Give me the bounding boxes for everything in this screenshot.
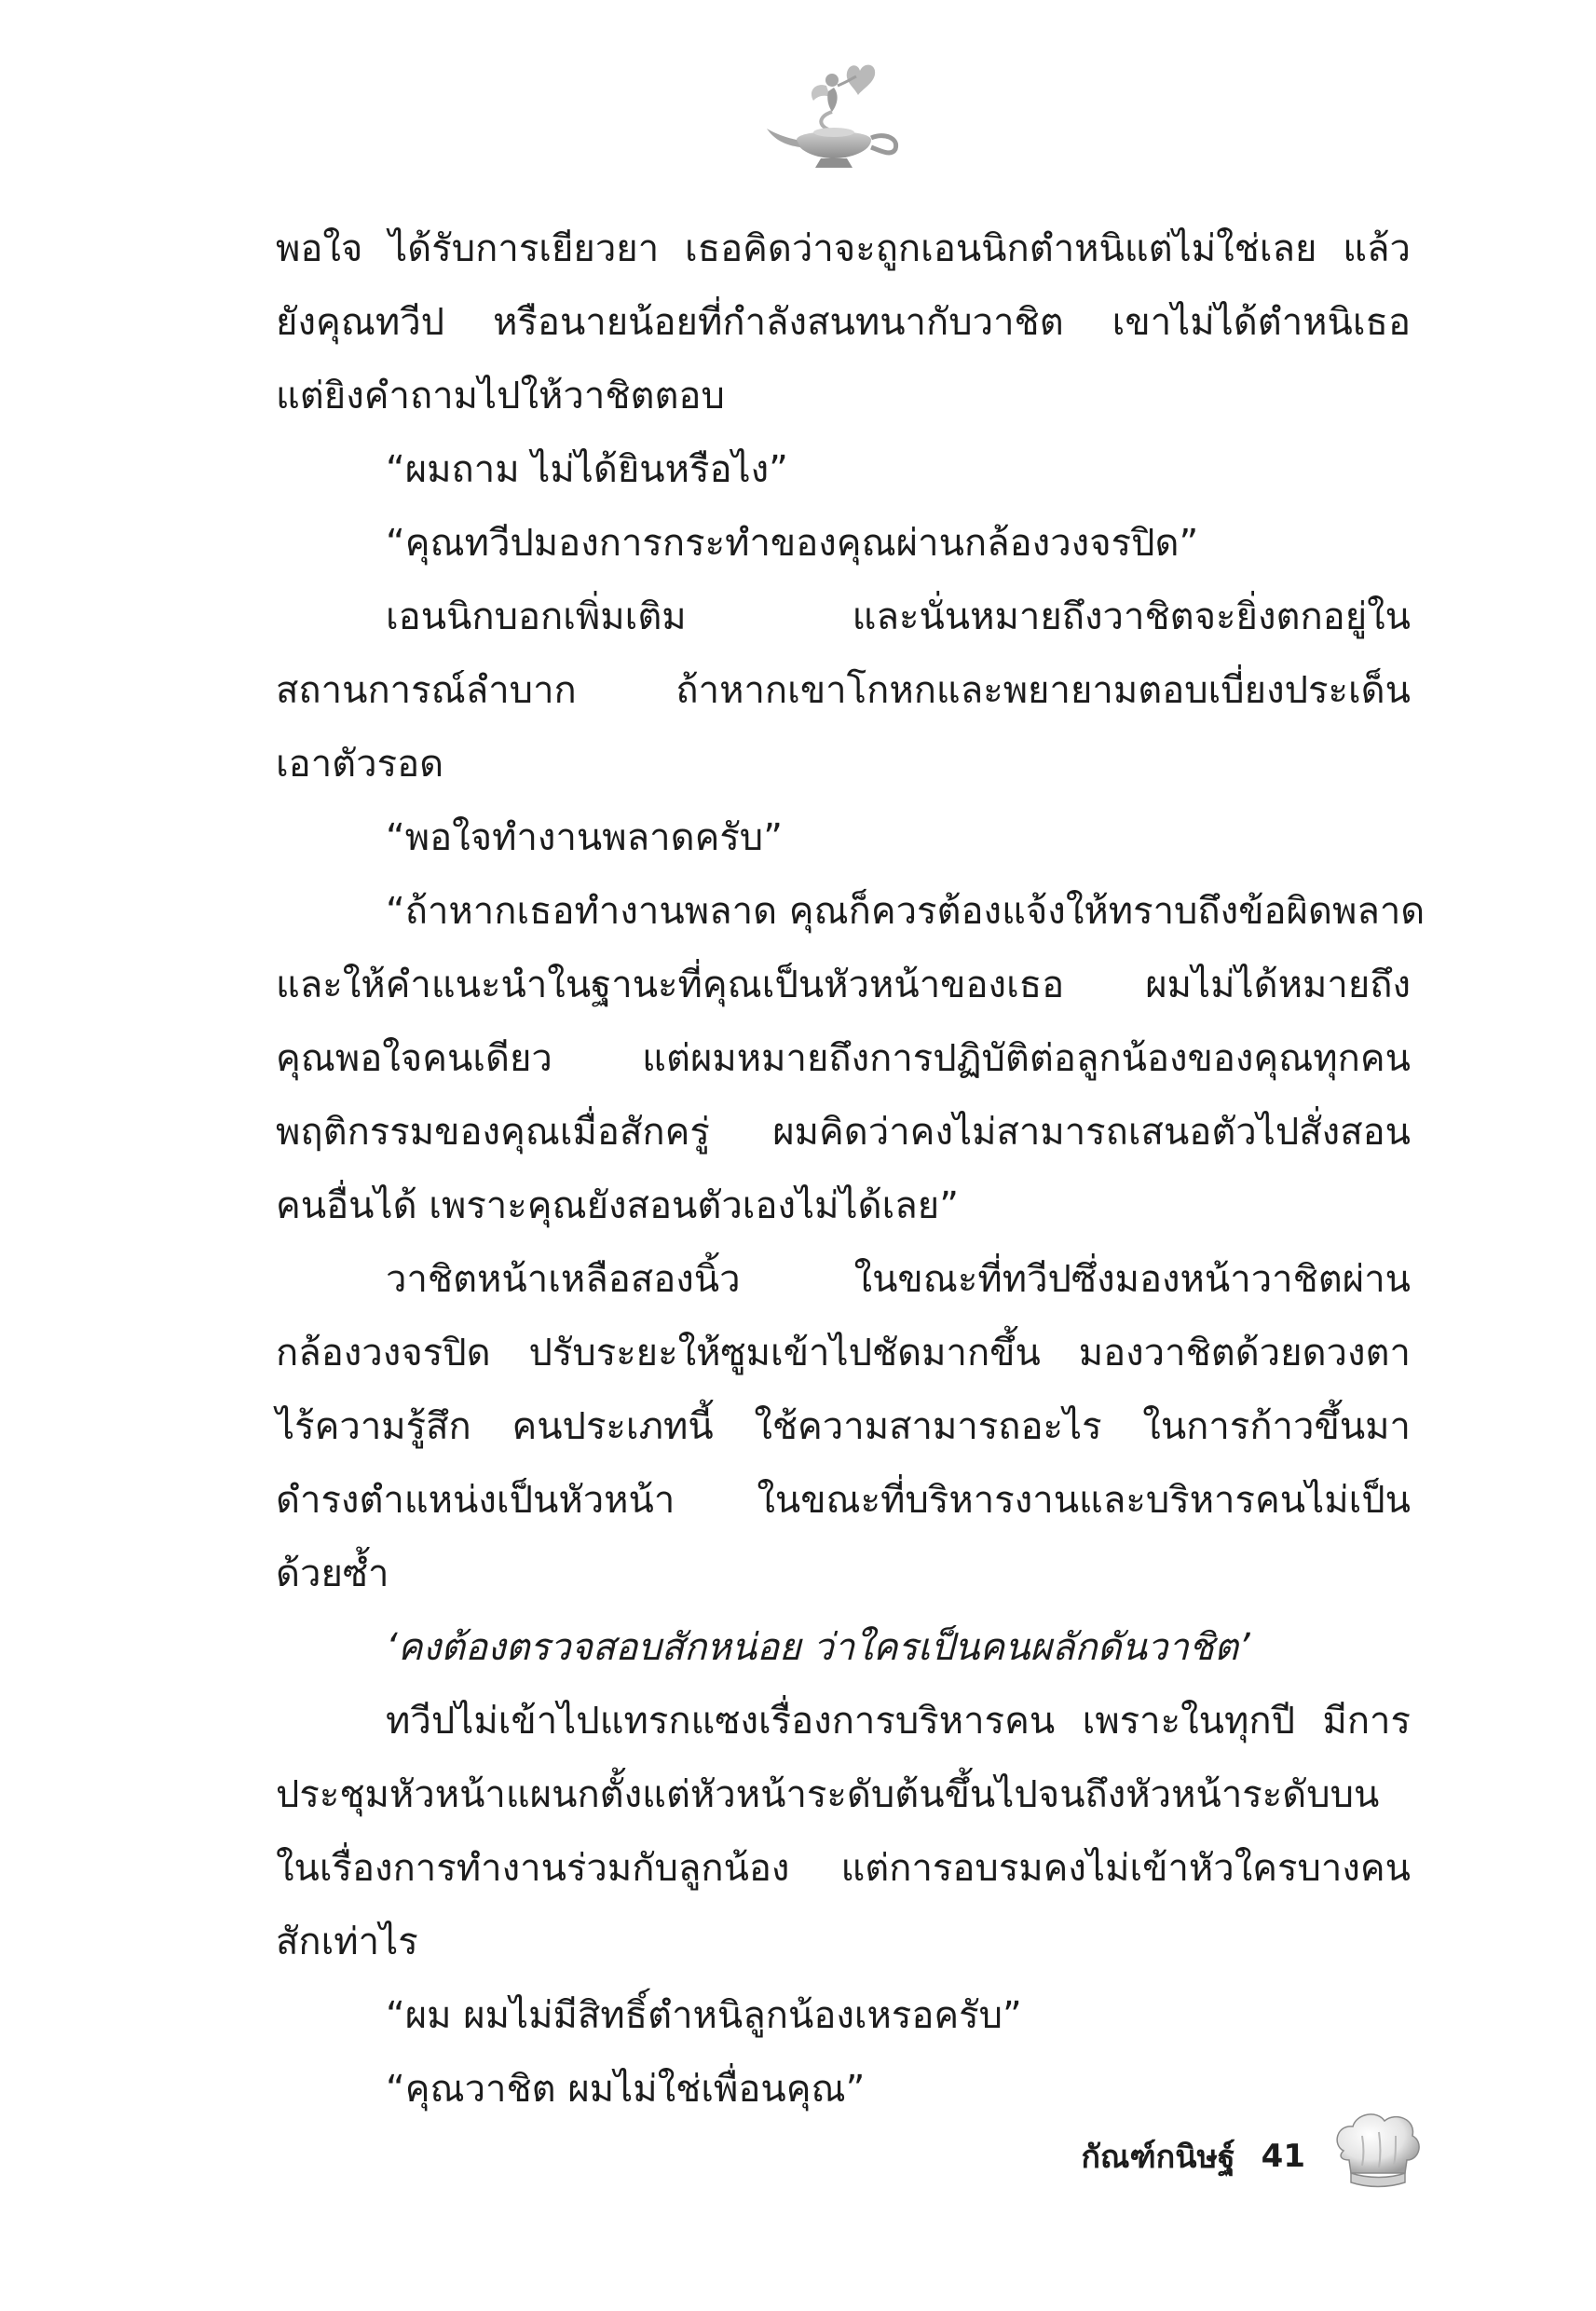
chef-hat-icon: [1330, 2108, 1424, 2192]
text-line: สักเท่าไร: [276, 1921, 418, 1963]
text-line: “คุณทวีปมองการกระทำของคุณผ่านกล้องวงจรปิด”: [386, 522, 1199, 565]
text-line: สถานการณ์ลำบาก ถ้าหากเขาโกหกและพยายามตอบเบี่ยงประเด็น: [276, 669, 1411, 712]
text-line: และให้คำแนะนำในฐานะที่คุณเป็นหัวหน้าของเธอ ผมไม่ได้หมายถึง: [276, 964, 1411, 1006]
text-line: ในเรื่องการทำงานร่วมกับลูกน้อง แต่การอบรมคงไม่เข้าหัวใครบางคน: [276, 1847, 1411, 1890]
text-line: ด้วยซ้ำ: [276, 1552, 389, 1595]
text-line: เอนนิกบอกเพิ่มเติม และนั่นหมายถึงวาชิตจะยิ่งตกอยู่ใน: [386, 595, 1411, 638]
book-title: กัณฑ์กนิษฐ์: [1081, 2139, 1235, 2176]
text-line: วาชิตหน้าเหลือสองนิ้ว ในขณะที่ทวีปซึ่งมองหน้าวาชิตผ่าน: [386, 1258, 1411, 1301]
text-line: “ผม ผมไม่มีสิทธิ์ตำหนิลูกน้องเหรอครับ”: [386, 1994, 1022, 2037]
page-number: 41: [1261, 2138, 1305, 2175]
text-line: “คุณวาชิต ผมไม่ใช่เพื่อนคุณ”: [386, 2068, 866, 2111]
text-line: พอใจ ได้รับการเยียวยา เธอคิดว่าจะถูกเอนนิกตำหนิแต่ไม่ใช่เลย แล้ว: [276, 227, 1411, 270]
text-line: เอาตัวรอด: [276, 743, 444, 786]
text-line: คนอื่นได้ เพราะคุณยังสอนตัวเองไม่ได้เลย”: [276, 1184, 959, 1227]
page-footer: [1081, 2128, 1305, 2184]
text-line: ประชุมหัวหน้าแผนกตั้งแต่หัวหน้าระดับต้นขึ้นไปจนถึงหัวหน้าระดับบน: [276, 1773, 1380, 1816]
text-line: ไร้ความรู้สึก คนประเภทนี้ ใช้ความสามารถอะไร ในการก้าวขึ้นมา: [276, 1405, 1411, 1448]
text-line: “ถ้าหากเธอทำงานพลาด คุณก็ควรต้องแจ้งให้ทราบถึงข้อผิดพลาด: [386, 890, 1425, 933]
story-text: [276, 212, 1425, 2126]
text-line: ทวีปไม่เข้าไปแทรกแซงเรื่องการบริหารคน เพราะในทุกปี มีการ: [386, 1700, 1411, 1743]
text-line: ดำรงตำแหน่งเป็นหัวหน้า ในขณะที่บริหารงานและบริหารคนไม่เป็น: [276, 1479, 1411, 1522]
text-line: “พอใจทำงานพลาดครับ”: [386, 816, 783, 859]
text-line: คุณพอใจคนเดียว แต่ผมหมายถึงการปฏิบัติต่อลูกน้องของคุณทุกคน: [276, 1037, 1411, 1080]
text-line: “ผมถาม ไม่ได้ยินหรือไง”: [386, 448, 788, 491]
text-line: ยังคุณทวีป หรือนายน้อยที่กำลังสนทนากับวาชิต เขาไม่ได้ตำหนิเธอ: [276, 301, 1411, 344]
text-line: พฤติกรรมของคุณเมื่อสักครู่ ผมคิดว่าคงไม่สามารถเสนอตัวไปสั่งสอน: [276, 1111, 1411, 1154]
text-line: ‘คงต้องตรวจสอบสักหน่อย ว่าใครเป็นคนผลักดันวาชิต’: [386, 1626, 1250, 1669]
text-line: กล้องวงจรปิด ปรับระยะให้ซูมเข้าไปชัดมากขึ้น มองวาชิตด้วยดวงตา: [276, 1332, 1411, 1374]
text-line: แต่ยิงคำถามไปให้วาชิตตอบ: [276, 375, 725, 417]
genie-lamp-ornament-icon: [759, 54, 908, 175]
